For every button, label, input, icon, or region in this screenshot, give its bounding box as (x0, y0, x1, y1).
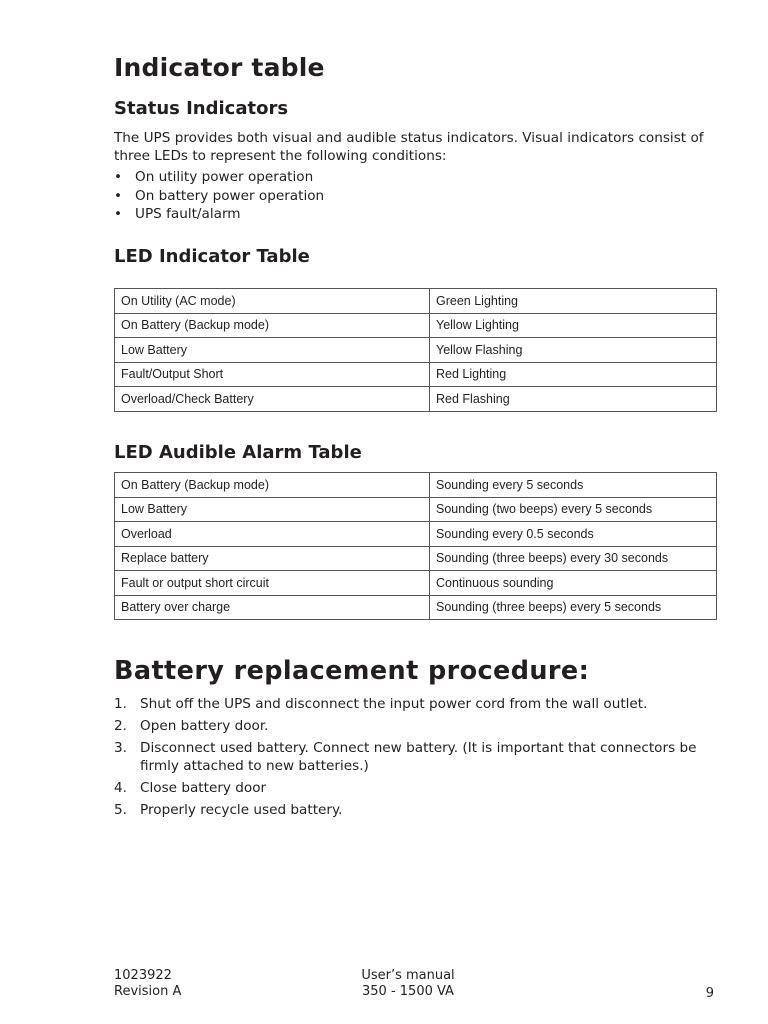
table-cell-condition: Fault or output short circuit (115, 571, 430, 596)
procedure-steps-list (114, 695, 724, 823)
table-cell-indication: Red Flashing (430, 387, 717, 412)
table-cell-condition: On Battery (Backup mode) (115, 473, 430, 498)
table-cell-alarm: Sounding (three beeps) every 30 seconds (430, 546, 717, 571)
step-text: Disconnect used battery. Connect new battery. (It is important that connectors be firmly attached to new batteries.) (140, 740, 697, 774)
footer-doc-info (114, 968, 181, 1000)
list-item (114, 801, 724, 819)
list-item (114, 779, 724, 797)
step-number: 2. (114, 718, 127, 734)
table-row (115, 289, 717, 314)
table-cell-condition: Low Battery (115, 497, 430, 522)
page-title: Indicator table (114, 53, 325, 82)
led-indicator-table-heading: LED Indicator Table (114, 246, 310, 267)
list-item: • On utility power operation (114, 168, 324, 187)
audible-alarm-table-heading: LED Audible Alarm Table (114, 442, 362, 463)
status-indicators-heading: Status Indicators (114, 98, 289, 119)
step-text: Open battery door. (140, 718, 269, 734)
audible-alarm-table (114, 472, 717, 620)
page-number: 9 (705, 986, 714, 1001)
status-intro-text: The UPS provides both visual and audible status indicators. Visual indicators consist of three LEDs to represent the following conditions: (114, 130, 704, 164)
step-text: Close battery door (140, 780, 267, 796)
step-number: 5. (114, 802, 127, 818)
step-number: 3. (114, 740, 127, 756)
manual-title: User’s manual (361, 968, 455, 983)
step-text: Shut off the UPS and disconnect the input power cord from the wall outlet. (140, 696, 648, 712)
battery-procedure-heading: Battery replacement procedure: (114, 656, 590, 686)
model-range: 350 - 1500 VA (362, 984, 454, 999)
table-cell-alarm: Sounding every 0.5 seconds (430, 522, 717, 547)
status-conditions-list (114, 168, 324, 224)
table-cell-indication: Yellow Flashing (430, 338, 717, 363)
table-cell-condition: On Battery (Backup mode) (115, 313, 430, 338)
table-cell-condition: Low Battery (115, 338, 430, 363)
footer-manual-info (320, 968, 496, 1000)
table-cell-condition: Fault/Output Short (115, 362, 430, 387)
step-text: Properly recycle used battery. (140, 802, 343, 818)
list-item: • On battery power operation (114, 187, 324, 206)
table-cell-condition: Replace battery (115, 546, 430, 571)
table-row (115, 497, 717, 522)
step-number: 4. (114, 780, 127, 796)
table-row (115, 362, 717, 387)
table-row (115, 387, 717, 412)
step-number: 1. (114, 696, 127, 712)
list-item (114, 717, 724, 735)
led-indicator-table (114, 288, 717, 412)
table-cell-indication: Yellow Lighting (430, 313, 717, 338)
table-cell-indication: Green Lighting (430, 289, 717, 314)
table-cell-condition: Overload (115, 522, 430, 547)
table-cell-alarm: Continuous sounding (430, 571, 717, 596)
table-cell-condition: On Utility (AC mode) (115, 289, 430, 314)
table-cell-alarm: Sounding (two beeps) every 5 seconds (430, 497, 717, 522)
table-cell-alarm: Sounding every 5 seconds (430, 473, 717, 498)
table-row (115, 473, 717, 498)
doc-number: 1023922 (114, 968, 172, 983)
table-row (115, 546, 717, 571)
table-row (115, 595, 717, 620)
table-row (115, 313, 717, 338)
table-row (115, 338, 717, 363)
table-cell-indication: Red Lighting (430, 362, 717, 387)
table-cell-condition: Overload/Check Battery (115, 387, 430, 412)
table-cell-condition: Battery over charge (115, 595, 430, 620)
table-cell-alarm: Sounding (three beeps) every 5 seconds (430, 595, 717, 620)
revision: Revision A (114, 984, 182, 999)
table-row (115, 571, 717, 596)
list-item (114, 739, 724, 775)
list-item (114, 695, 724, 713)
list-item: • UPS fault/alarm (114, 205, 324, 224)
table-row (115, 522, 717, 547)
